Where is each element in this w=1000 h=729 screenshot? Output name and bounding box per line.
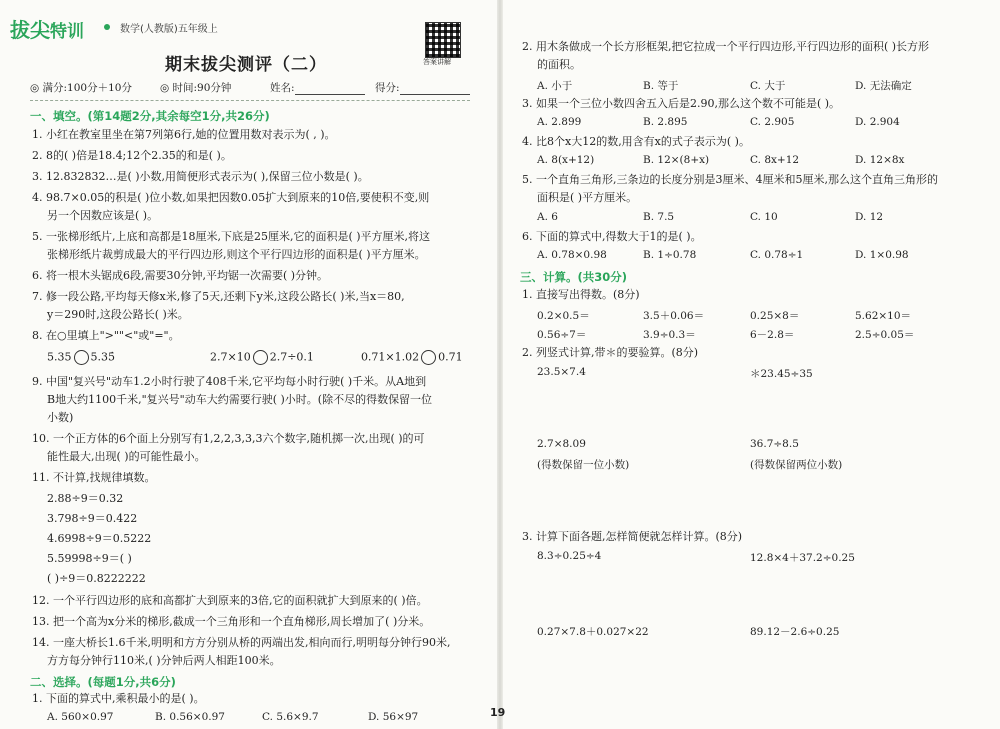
question-14a: 14. 一座大桥长1.6千米,明明和方方分别从桥的两端出发,相向而行,明明每分钟行90米, [32, 636, 451, 649]
choice-3: 3. 如果一个三位小数四舍五入后是2.90,那么这个数不可能是( )。 [522, 97, 841, 110]
compare-1-left: 5.35 [47, 350, 72, 364]
calc-2: 2. 列竖式计算,带＊的要验算。(8分) [522, 346, 699, 359]
choice-4-b[interactable]: B. 12×(8+x) [643, 154, 710, 166]
subject-label: 数学(人教版)五年级上 [120, 24, 218, 35]
compare-row [47, 350, 463, 365]
time-info: ◎ 时间:90分钟 [160, 82, 232, 94]
choice-3-c[interactable]: C. 2.905 [750, 116, 795, 128]
calc-3: 3. 计算下面各题,怎样简便就怎样计算。(8分) [522, 530, 743, 543]
name-label: 姓名: [270, 82, 295, 94]
pattern-3: 4.6998÷9＝0.5222 [47, 532, 152, 545]
question-7b: y＝290时,这段公路长( )米。 [47, 308, 189, 321]
calc-3-c: 0.27×7.8＋0.027×22 [537, 626, 649, 638]
question-14b: 方方每分钟行110米,( )分钟后两人相距100米。 [47, 654, 281, 667]
pattern-2: 3.798÷9＝0.422 [47, 512, 138, 525]
choice-4-c[interactable]: C. 8x+12 [750, 154, 800, 166]
question-9c: 小数) [47, 411, 74, 424]
qr-label: 答案讲解 [423, 58, 451, 66]
question-5b: 张梯形纸片裁剪成最大的平行四边形,则这个平行四边形的面积是( )平方厘米。 [47, 248, 426, 261]
choice-4-a[interactable]: A. 8(x+12) [537, 154, 595, 166]
page-gutter [497, 0, 503, 729]
qr-code-icon[interactable] [425, 22, 461, 58]
choice-3-a[interactable]: A. 2.899 [537, 116, 582, 128]
compare-3-left: 0.71×1.02 [360, 350, 420, 364]
compare-2-circle[interactable] [253, 350, 268, 365]
calc-1-b: 3.5＋0.06＝ [643, 310, 705, 322]
choice-5-b[interactable]: B. 7.5 [643, 211, 675, 223]
calc-2-c: 2.7×8.09 [537, 438, 586, 450]
question-1: 1. 小红在教室里坐在第7列第6行,她的位置用数对表示为( , )。 [32, 128, 336, 141]
choice-5-c[interactable]: C. 10 [750, 211, 778, 223]
choice-1: 1. 下面的算式中,乘积最小的是( )。 [32, 692, 205, 705]
question-5a: 5. 一张梯形纸片,上底和高都是18厘米,下底是25厘米,它的面积是( )平方厘米,将这 [32, 230, 431, 243]
score-info: ◎ 满分:100分＋10分 [30, 82, 132, 94]
question-9a: 9. 中国"复兴号"动车1.2小时行驶了408千米,它平均每小时行驶( )千米。从A地到 [32, 375, 427, 388]
calc-1-h: 2.5÷0.05＝ [855, 329, 915, 341]
section-calculation: 三、计算。(共30分) [520, 270, 628, 284]
name-field[interactable] [270, 80, 365, 95]
choice-2-d[interactable]: D. 无法确定 [855, 80, 912, 92]
question-8: 8. 在○里填上">""<"或"="。 [32, 329, 180, 342]
choice-3-d[interactable]: D. 2.904 [855, 116, 900, 128]
choice-1-d[interactable]: D. 56×97 [368, 711, 419, 723]
choice-6-b[interactable]: B. 1÷0.78 [643, 249, 697, 261]
question-2: 2. 8的( )倍是18.4;12个2.35的和是( )。 [32, 149, 232, 162]
calc-2-b: ＊23.45÷35 [750, 368, 813, 380]
calc-1: 1. 直接写出得数。(8分) [522, 288, 640, 301]
calc-1-a: 0.2×0.5＝ [537, 310, 590, 322]
calc-2-c-note: (得数保留一位小数) [537, 459, 630, 471]
choice-1-a[interactable]: A. 560×0.97 [47, 711, 114, 723]
calc-1-g: 6－2.8＝ [750, 329, 795, 341]
page-title: 期末拔尖测评（二） [165, 55, 327, 75]
brand-logo [10, 14, 84, 43]
calc-1-c: 0.25×8＝ [750, 310, 800, 322]
compare-2-right: 2.7÷0.1 [269, 350, 314, 364]
choice-5b: 面积是( )平方厘米。 [537, 191, 638, 204]
choice-2-b[interactable]: B. 等于 [643, 80, 679, 92]
calc-2-d-note: (得数保留两位小数) [750, 459, 843, 471]
question-3: 3. 12.832832…是( )小数,用简便形式表示为( ),保留三位小数是( )。 [32, 170, 369, 183]
choice-1-b[interactable]: B. 0.56×0.97 [155, 711, 225, 723]
calc-2-a: 23.5×7.4 [537, 366, 586, 378]
question-13: 13. 把一个高为x分米的梯形,截成一个三角形和一个直角梯形,周长增加了( )分米。 [32, 615, 431, 628]
question-11: 11. 不计算,找规律填数。 [32, 471, 156, 484]
compare-1-right: 5.35̇ [90, 350, 115, 364]
calc-1-e: 0.56÷7＝ [537, 329, 587, 341]
question-10b: 能性最大,出现( )的可能性最小。 [47, 450, 206, 463]
calc-3-b: 12.8×4＋37.2÷0.25 [750, 552, 855, 564]
choice-5a: 5. 一个直角三角形,三条边的长度分别是3厘米、4厘米和5厘米,那么这个直角三角形的 [522, 173, 938, 186]
choice-4-d[interactable]: D. 12×8x [855, 154, 905, 166]
choice-2b: 的面积。 [537, 58, 581, 71]
calc-1-f: 3.9÷0.3＝ [643, 329, 696, 341]
question-12: 12. 一个平行四边形的底和高都扩大到原来的3倍,它的面积就扩大到原来的( )倍。 [32, 594, 428, 607]
choice-6-c[interactable]: C. 0.78÷1 [750, 249, 804, 261]
choice-6-a[interactable]: A. 0.78×0.98 [537, 249, 607, 261]
pattern-5: ( )÷9＝0.8222222 [47, 572, 146, 585]
choice-5-d[interactable]: D. 12 [855, 211, 884, 223]
compare-3-circle[interactable] [421, 350, 436, 365]
choice-3-b[interactable]: B. 2.895 [643, 116, 688, 128]
bullet-dot [104, 24, 110, 30]
calc-3-a: 8.3÷0.25÷4 [537, 550, 602, 562]
choice-6: 6. 下面的算式中,得数大于1的是( )。 [522, 230, 702, 243]
compare-3-right: 0.71 [438, 350, 463, 364]
question-10a: 10. 一个正方体的6个面上分别写有1,2,2,3,3,3六个数字,随机掷一次,出现( )的可 [32, 432, 425, 445]
calc-2-d: 36.7÷8.5 [750, 438, 799, 450]
question-4b: 另一个因数应该是( )。 [47, 209, 159, 222]
pattern-1: 2.88÷9＝0.32 [47, 492, 124, 505]
divider [30, 100, 470, 101]
pattern-4: 5.59998÷9＝( ) [47, 552, 132, 565]
compare-2-left: 2.7×10 [210, 350, 251, 364]
choice-6-d[interactable]: D. 1×0.98 [855, 249, 909, 261]
choice-2a: 2. 用木条做成一个长方形框架,把它拉成一个平行四边形,平行四边形的面积( )长方形 [522, 40, 930, 53]
question-7a: 7. 修一段公路,平均每天修x米,修了5天,还剩下y米,这段公路长( )米,当x＝80, [32, 290, 405, 303]
section-choice: 二、选择。(每题1分,共6分) [30, 675, 176, 689]
page-number: 19 [490, 706, 506, 719]
brand-part-b: 特训 [50, 22, 84, 42]
grade-label: 得分: [375, 82, 400, 94]
choice-2-c[interactable]: C. 大于 [750, 80, 786, 92]
choice-4: 4. 比8个x大12的数,用含有x的式子表示为( )。 [522, 135, 750, 148]
choice-2-a[interactable]: A. 小于 [537, 80, 573, 92]
question-4a: 4. 98.7×0.05的积是( )位小数,如果把因数0.05扩大到原来的10倍,要使积不变,则 [32, 191, 430, 204]
choice-5-a[interactable]: A. 6 [537, 211, 558, 223]
brand-part-a: 拔尖 [10, 18, 50, 42]
grade-field[interactable] [375, 80, 470, 95]
section-fill-blank: 一、填空。(第14题2分,其余每空1分,共26分) [30, 109, 270, 123]
question-6: 6. 将一根木头锯成6段,需要30分钟,平均锯一次需要( )分钟。 [32, 269, 329, 282]
question-9b: B地大约1100千米,"复兴号"动车大约需要行驶( )小时。(除不尽的得数保留一位 [47, 393, 433, 406]
calc-3-d: 89.12－2.6÷0.25 [750, 626, 840, 638]
calc-1-d: 5.62×10＝ [855, 310, 912, 322]
compare-1-circle[interactable] [74, 350, 89, 365]
choice-1-c[interactable]: C. 5.6×9.7 [262, 711, 319, 723]
